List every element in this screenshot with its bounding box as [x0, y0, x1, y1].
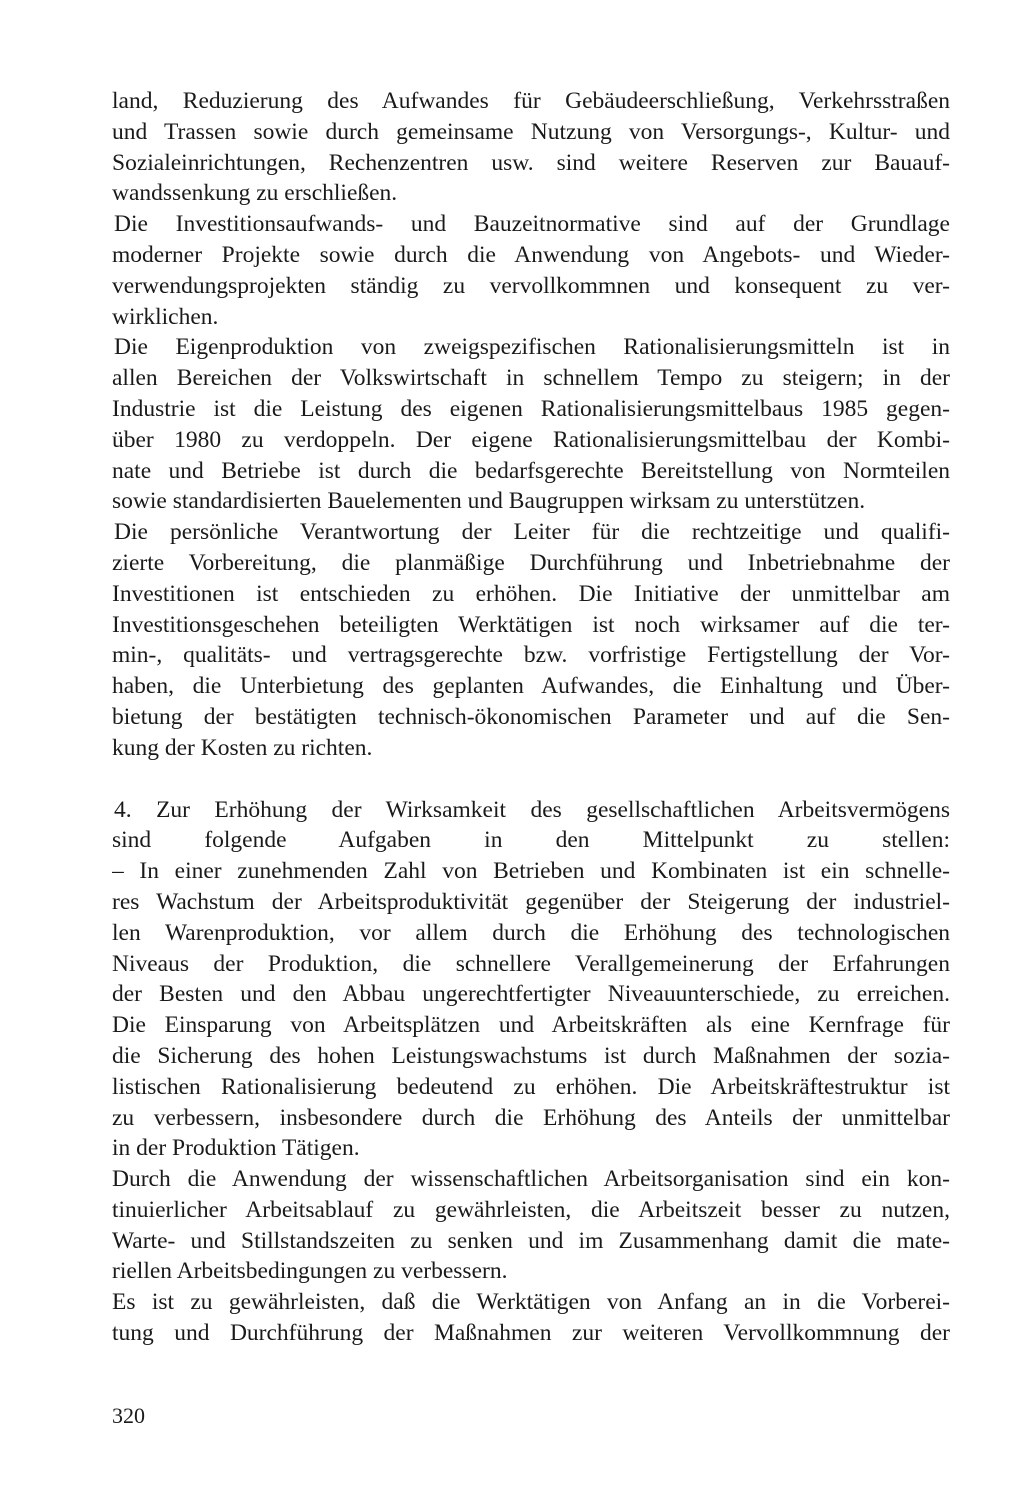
text-line: sind folgende Aufgaben in den Mittelpunkt zu stellen: [112, 827, 950, 854]
text-line: Investitionsgeschehen beteiligten Werktätigen ist noch wirksamer auf die ter- [112, 611, 950, 638]
text-line: nate und Betriebe ist durch die bedarfsgerechte Bereitstellung von Normteilen [112, 457, 950, 484]
text-line: haben, die Unterbietung des geplanten Aufwandes, die Einhaltung und Über- [112, 673, 950, 700]
text-line: wandssenkung zu erschließen. [112, 180, 398, 207]
text-line: min-, qualitäts- und vertragsgerechte bzw. vorfristige Fertigstellung der Vor- [112, 642, 950, 669]
paragraph [112, 86, 950, 209]
paragraph [112, 1164, 950, 1287]
text-line: riellen Arbeitsbedingungen zu verbessern. [112, 1258, 508, 1285]
text-line: verwendungsprojekten ständig zu vervollkommnen und konsequent zu ver- [112, 272, 950, 299]
paragraph [112, 517, 950, 763]
text-line: der Besten und den Abbau ungerechtfertigter Niveauunterschiede, zu erreichen. [112, 981, 950, 1008]
text-line: res Wachstum der Arbeitsproduktivität gegenüber der Steigerung der industriel- [112, 888, 950, 915]
paragraph [112, 332, 950, 517]
text-line: – In einer zunehmenden Zahl von Betrieben und Kombinaten ist ein schnelle- [112, 858, 950, 885]
text-line: die Sicherung des hohen Leistungswachstums ist durch Maßnahmen der sozia- [112, 1042, 950, 1069]
text-line: in der Produktion Tätigen. [112, 1135, 360, 1162]
text-line: Es ist zu gewährleisten, daß die Werktätigen von Anfang an in die Vorberei- [112, 1289, 950, 1316]
text-line: Die Eigenproduktion von zweigspezifischen Rationalisierungsmitteln ist in [114, 334, 950, 361]
text-line: Die persönliche Verantwortung der Leiter für die rechtzeitige und qualifi- [114, 519, 950, 546]
text-line: kung der Kosten zu richten. [112, 734, 373, 761]
paragraph [112, 795, 950, 1165]
paragraph [112, 209, 950, 332]
page-number: 320 [112, 1403, 145, 1428]
text-line: Sozialeinrichtungen, Rechenzentren usw. sind weitere Reserven zur Bauauf- [112, 149, 950, 176]
text-line: Die Einsparung von Arbeitsplätzen und Arbeitskräften als eine Kernfrage für [112, 1012, 950, 1039]
text-line: tinuierlicher Arbeitsablauf zu gewährleisten, die Arbeitszeit besser zu nutzen, [112, 1196, 950, 1223]
text-line: zierte Vorbereitung, die planmäßige Durchführung und Inbetriebnahme der [112, 549, 950, 576]
text-line: sowie standardisierten Bauelementen und Baugruppen wirksam zu unterstützen. [112, 488, 866, 515]
text-line: zu verbessern, insbesondere durch die Erhöhung des Anteils der unmittelbar [112, 1104, 950, 1131]
paragraph-gap [112, 764, 950, 795]
text-line: Durch die Anwendung der wissenschaftlichen Arbeitsorganisation sind ein kon- [112, 1166, 950, 1193]
text-line: len Warenproduktion, vor allem durch die Erhöhung des technologischen [112, 919, 950, 946]
text-line: über 1980 zu verdoppeln. Der eigene Rationalisierungsmittelbau der Kombi- [112, 426, 950, 453]
text-line: land, Reduzierung des Aufwandes für Gebäudeerschließung, Verkehrsstraßen [112, 88, 950, 114]
text-line: und Trassen sowie durch gemeinsame Nutzung von Versorgungs-, Kultur- und [112, 118, 950, 145]
text-line: 4. Zur Erhöhung der Wirksamkeit des gesellschaftlichen Arbeitsvermögens [114, 796, 950, 823]
text-line: moderner Projekte sowie durch die Anwendung von Angebots- und Wieder- [112, 241, 950, 268]
text-line: Industrie ist die Leistung des eigenen Rationalisierungsmittelbaus 1985 gegen- [112, 395, 950, 422]
text-line: Die Investitionsaufwands- und Bauzeitnormative sind auf der Grundlage [114, 211, 950, 238]
text-line: allen Bereichen der Volkswirtschaft in schnellem Tempo zu steigern; in der [112, 365, 950, 392]
text-line: tung und Durchführung der Maßnahmen zur weiteren Vervollkommnung der [112, 1320, 950, 1347]
text-line: Warte- und Stillstandszeiten zu senken und im Zusammenhang damit die mate- [112, 1227, 950, 1254]
text-line: bietung der bestätigten technisch-ökonomischen Parameter und auf die Sen- [112, 703, 950, 730]
text-line: listischen Rationalisierung bedeutend zu erhöhen. Die Arbeitskräftestruktur ist [112, 1073, 950, 1100]
text-line: Niveaus der Produktion, die schnellere Verallgemeinerung der Erfahrungen [112, 950, 950, 977]
text-line: Investitionen ist entschieden zu erhöhen. Die Initiative der unmittelbar am [112, 580, 950, 607]
paragraph [112, 1287, 950, 1349]
page-body [112, 86, 950, 1349]
text-line: wirklichen. [112, 303, 219, 330]
